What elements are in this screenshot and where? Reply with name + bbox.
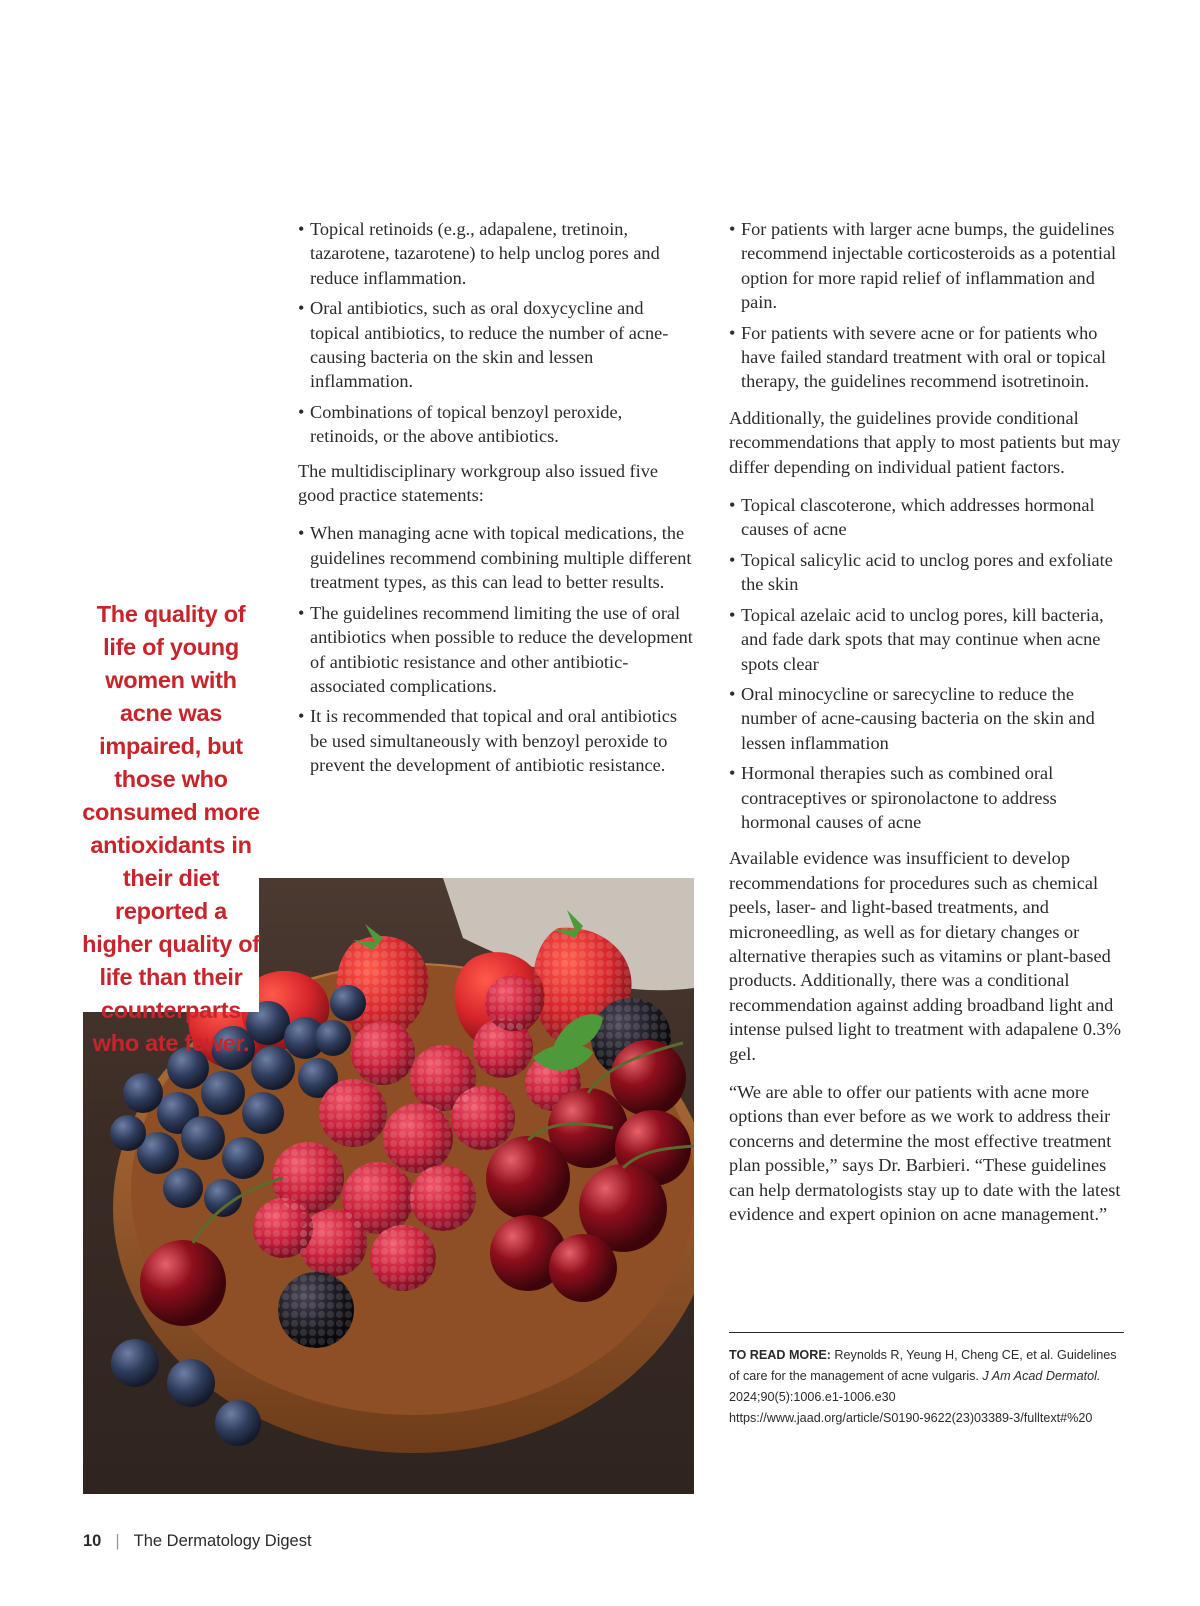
list-item: • Oral antibiotics, such as oral doxycycline and topical antibiotics, to reduce the number of acne-causing bacteria on the skin and lessen inflammation. (298, 296, 693, 394)
list-item: • Oral minocycline or sarecycline to reduce the number of acne-causing bacteria on the skin and lessen inflammation (729, 682, 1129, 755)
page-number: 10 (83, 1532, 102, 1550)
conditional-recommendation-list (729, 493, 1129, 834)
article-column-right (729, 217, 1129, 1240)
journal-name: J Am Acad Dermatol. (982, 1369, 1101, 1383)
list-item: • For patients with severe acne or for patients who have failed standard treatment with oral or topical therapy, the guidelines recommend isotretinoin. (729, 321, 1129, 394)
list-item: • Topical azelaic acid to unclog pores, kill bacteria, and fade dark spots that may continue when acne spots clear (729, 603, 1129, 676)
list-item: • It is recommended that topical and oral antibiotics be used simultaneously with benzoyl peroxide to prevent the development of antibiotic resistance. (298, 704, 693, 777)
body-paragraph: The multidisciplinary workgroup also issued five good practice statements: (298, 460, 658, 506)
list-item: • Topical clascoterone, which addresses hormonal causes of acne (729, 493, 1129, 542)
list-item: • The guidelines recommend limiting the use of oral antibiotics when possible to reduce the development of antibiotic resistance and other antibiotic-associated complications. (298, 601, 693, 699)
reference-url[interactable]: https://www.jaad.org/article/S0190-9622(23)03389-3/fulltext#%20 (729, 1411, 1093, 1425)
list-item: • Hormonal therapies such as combined oral contraceptives or spironolactone to address hormonal causes of acne (729, 761, 1129, 834)
reference-volume: 2024;90(5):1006.e1-1006.e30 (729, 1390, 896, 1404)
body-paragraph: Available evidence was insufficient to develop recommendations for procedures such as chemical peels, laser- and light-based treatments, and microneedling, as well as for dietary changes or alternative therapies such as vitamins or plant-based products. Additionally, there was a conditional recommendation against adding broadband light and intense pulsed light to treatment with adapalene 0.3% gel. (729, 848, 1121, 1064)
reference-text: Reynolds R, Yeung H, Cheng CE, et al. Guidelines of care for the management of acne vulgaris. (729, 1348, 1117, 1383)
good-practice-list (298, 521, 693, 777)
footer-separator: | (115, 1532, 120, 1550)
article-column-middle (298, 217, 693, 784)
pull-quote: The quality of life of young women with acne was impaired, but those who consumed more antioxidants in their diet reported a higher quality of life than their counterparts who ate fewer. (82, 601, 260, 1056)
list-item: • Topical retinoids (e.g., adapalene, tretinoin, tazarotene, tazarotene) to help unclog pores and reduce inflammation. (298, 217, 693, 290)
list-item: • Topical salicylic acid to unclog pores and exfoliate the skin (729, 548, 1129, 597)
strong-recommendation-list (729, 217, 1129, 394)
page-footer (83, 1532, 312, 1551)
list-item: • For patients with larger acne bumps, the guidelines recommend injectable corticosteroids as a potential option for more rapid relief of inflammation and pain. (729, 217, 1129, 315)
reference-label: TO READ MORE: (729, 1348, 831, 1362)
body-paragraph: Additionally, the guidelines provide conditional recommendations that apply to most patients but may differ depending on individual patient factors. (729, 407, 1121, 477)
publication-name: The Dermatology Digest (133, 1532, 312, 1550)
reference-citation (729, 1345, 1129, 1429)
quote-paragraph: “We are able to offer our patients with acne more options than ever before as we work to address their concerns and determine the most effective treatment plan possible,” says Dr. Barbieri. “These guidelines can help dermatologists stay up to date with the latest evidence and expert opinion on acne management.” (729, 1082, 1121, 1225)
divider (729, 1332, 1124, 1333)
treatment-list (298, 217, 693, 449)
list-item: • When managing acne with topical medications, the guidelines recommend combining multiple different treatment types, as this can lead to better results. (298, 521, 693, 594)
list-item: • Combinations of topical benzoyl peroxide, retinoids, or the above antibiotics. (298, 400, 693, 449)
